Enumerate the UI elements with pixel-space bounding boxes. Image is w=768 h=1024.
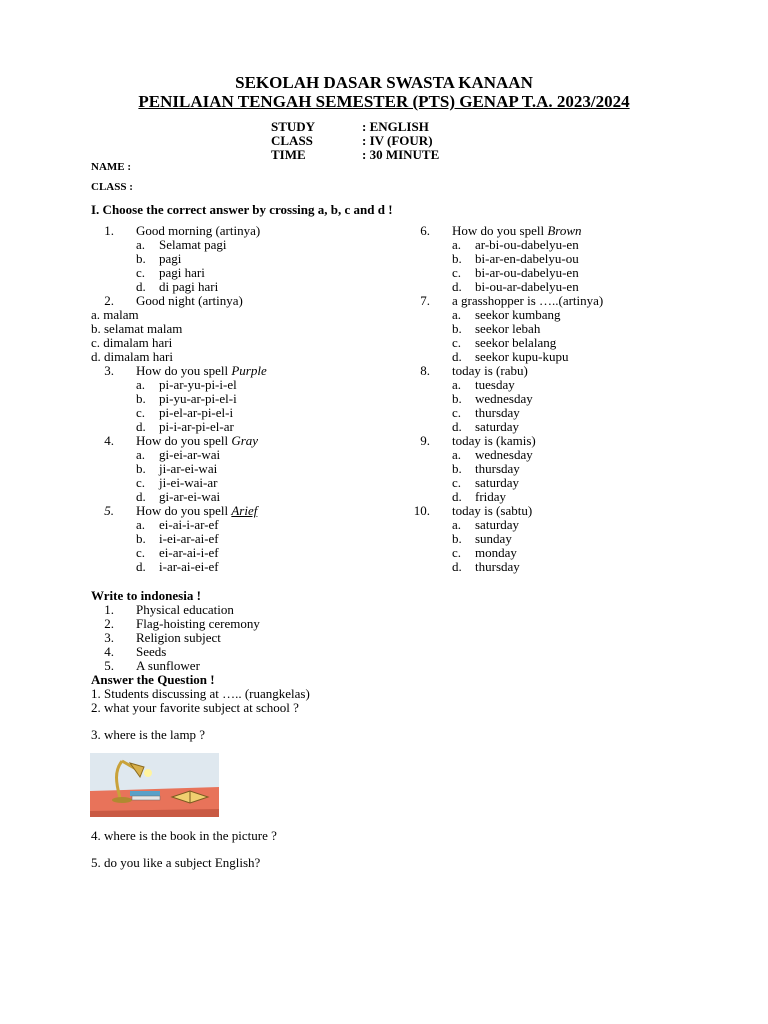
desk-lamp-icon	[90, 753, 219, 817]
option-letter: b.	[452, 531, 462, 546]
option-indent	[91, 238, 136, 252]
answer-option	[407, 238, 727, 252]
question-text	[136, 224, 260, 238]
answer-option	[407, 308, 727, 322]
meta-key: CLASS	[271, 133, 313, 148]
option-text: saturday	[475, 517, 520, 532]
option-text: Selamat pagi	[159, 237, 227, 252]
option-indent	[407, 546, 452, 560]
option-indent	[407, 448, 452, 462]
question	[91, 504, 411, 518]
option-indent	[91, 560, 136, 574]
option-text: ji-ar-ei-wai	[159, 461, 218, 476]
exam-title: PENILAIAN TENGAH SEMESTER (PTS) GENAP T.A. 2023/2024	[138, 92, 630, 111]
option-text: c. dimalam hari	[91, 335, 173, 350]
answer-option	[91, 280, 411, 294]
option-letter: a.	[136, 377, 146, 392]
option-text: ji-ei-wai-ar	[159, 475, 218, 490]
question-text	[452, 504, 532, 518]
question-text	[452, 364, 528, 378]
option-text: pagi	[159, 251, 182, 266]
answer-option	[407, 420, 727, 434]
option-indent	[407, 280, 452, 294]
question-number: 2.	[104, 293, 114, 308]
question-prefix: How do you spell	[136, 503, 232, 518]
question	[91, 364, 411, 378]
name-label: NAME :	[91, 161, 132, 173]
option-indent	[91, 280, 136, 294]
option-indent	[407, 476, 452, 490]
option-text: bi-ou-ar-dabelyu-en	[475, 279, 579, 294]
question-text	[136, 364, 267, 378]
option-letter: b.	[136, 461, 146, 476]
question-number: 10.	[413, 503, 430, 518]
answer-option	[91, 420, 411, 434]
option-letter: b.	[136, 391, 146, 406]
desk-lamp-illustration	[90, 753, 219, 817]
list-item-number: 1.	[104, 602, 114, 617]
question	[407, 504, 727, 518]
option-letter: d.	[452, 349, 462, 364]
question-keyword: Arief	[231, 503, 258, 518]
meta-class	[271, 134, 439, 148]
list-item-text: Flag-hoisting ceremony	[136, 616, 260, 631]
option-text: i-ar-ai-ei-ef	[159, 559, 219, 574]
option-indent	[91, 420, 136, 434]
option-text: seekor kupu-kupu	[475, 349, 569, 364]
answer-option	[91, 392, 411, 406]
list-item	[91, 631, 260, 645]
question	[91, 224, 411, 238]
question-prefix: today is (sabtu)	[452, 503, 533, 518]
option-letter: d.	[136, 559, 146, 574]
option-indent	[407, 532, 452, 546]
question-number: 9.	[420, 433, 430, 448]
answer-option	[407, 462, 727, 476]
option-letter: a.	[136, 237, 146, 252]
option-indent	[407, 392, 452, 406]
answer-option	[91, 336, 411, 350]
list-item-text: Physical education	[136, 602, 234, 617]
option-text: a. malam	[91, 307, 139, 322]
answer-question-4: 4. where is the book in the picture ?	[91, 828, 277, 843]
questions-right-column	[407, 224, 727, 574]
option-text: bi-ar-ou-dabelyu-en	[475, 265, 579, 280]
answer-option	[91, 490, 411, 504]
question	[407, 364, 727, 378]
meta-key: STUDY	[271, 119, 316, 134]
meta-study	[271, 120, 439, 134]
option-indent	[407, 350, 452, 364]
question-prefix: How do you spell	[136, 363, 232, 378]
question-text	[136, 504, 257, 518]
question-number: 6.	[420, 223, 430, 238]
option-letter: c.	[452, 475, 462, 490]
option-text: seekor belalang	[475, 335, 557, 350]
option-text: saturday	[475, 419, 520, 434]
answer-option	[407, 322, 727, 336]
answer-question-3: 3. where is the lamp ?	[91, 727, 206, 742]
option-indent	[407, 322, 452, 336]
list-item-number: 3.	[104, 630, 114, 645]
question-keyword: Brown	[547, 223, 582, 238]
option-indent	[91, 378, 136, 392]
answer-option	[407, 252, 727, 266]
option-indent	[91, 462, 136, 476]
option-letter: c.	[136, 405, 146, 420]
option-indent	[407, 252, 452, 266]
answer-option	[407, 560, 727, 574]
answer-option	[407, 518, 727, 532]
question-prefix: today is (kamis)	[452, 433, 536, 448]
answer-question-2: 2. what your favorite subject at school ?	[91, 700, 299, 715]
list-item-number: 4.	[104, 644, 114, 659]
option-indent	[91, 392, 136, 406]
option-text: gi-ei-ar-wai	[159, 447, 221, 462]
option-letter: d.	[452, 489, 462, 504]
option-text: d. dimalam hari	[91, 349, 173, 364]
option-text: bi-ar-en-dabelyu-ou	[475, 251, 579, 266]
list-item-text: Seeds	[136, 644, 167, 659]
answer-option	[91, 266, 411, 280]
option-indent	[407, 518, 452, 532]
question-prefix: Good morning (artinya)	[136, 223, 261, 238]
school-title: SEKOLAH DASAR SWASTA KANAAN	[235, 73, 533, 92]
question-number: 8.	[420, 363, 430, 378]
answer-question-1: 1. Students discussing at ….. (ruangkelas)	[91, 686, 310, 701]
question	[407, 434, 727, 448]
answer-option	[91, 322, 411, 336]
option-text: ar-bi-ou-dabelyu-en	[475, 237, 579, 252]
option-text: pagi hari	[159, 265, 205, 280]
option-indent	[407, 378, 452, 392]
option-text: friday	[475, 489, 507, 504]
answer-option	[91, 378, 411, 392]
question-number: 7.	[420, 293, 430, 308]
option-text: monday	[475, 545, 517, 560]
option-text: b. selamat malam	[91, 321, 183, 336]
answer-option	[407, 448, 727, 462]
option-text: pi-yu-ar-pi-el-i	[159, 391, 237, 406]
question	[407, 224, 727, 238]
option-text: gi-ar-ei-wai	[159, 489, 221, 504]
meta-value: : IV (FOUR)	[362, 133, 433, 148]
option-indent	[407, 266, 452, 280]
question	[91, 294, 411, 308]
question-keyword: Purple	[231, 363, 267, 378]
option-indent	[91, 448, 136, 462]
class-label: CLASS :	[91, 181, 133, 193]
meta-key: TIME	[271, 147, 306, 162]
list-item-text: A sunflower	[136, 658, 200, 673]
answer-option	[407, 406, 727, 420]
option-text: ei-ar-ai-i-ef	[159, 545, 219, 560]
answer-option	[407, 532, 727, 546]
list-item	[91, 617, 260, 631]
option-text: sunday	[475, 531, 512, 546]
answer-option	[407, 336, 727, 350]
option-letter: a.	[452, 237, 462, 252]
option-letter: a.	[452, 307, 462, 322]
option-indent	[407, 560, 452, 574]
list-item-number: 5.	[104, 658, 114, 673]
option-letter: b.	[452, 251, 462, 266]
question-text	[452, 224, 582, 238]
option-indent	[91, 266, 136, 280]
answer-option	[91, 448, 411, 462]
option-letter: d.	[452, 559, 462, 574]
answer-option	[91, 462, 411, 476]
meta-time	[271, 148, 439, 162]
option-indent	[407, 406, 452, 420]
option-indent	[91, 406, 136, 420]
option-letter: c.	[452, 545, 462, 560]
option-letter: a.	[136, 447, 146, 462]
exam-meta	[271, 120, 439, 162]
question-keyword: Gray	[231, 433, 259, 448]
option-indent	[407, 238, 452, 252]
question-text	[452, 294, 603, 308]
option-text: seekor lebah	[475, 321, 541, 336]
option-indent	[91, 518, 136, 532]
question-prefix: a grasshopper is …..(artinya)	[452, 293, 604, 308]
option-letter: a.	[136, 517, 146, 532]
question-prefix: How do you spell	[136, 433, 232, 448]
option-letter: b.	[452, 321, 462, 336]
question-text	[136, 294, 243, 308]
question	[407, 294, 727, 308]
option-letter: a.	[452, 377, 462, 392]
answer-option	[91, 518, 411, 532]
option-letter: b.	[452, 391, 462, 406]
section3-title: Answer the Question !	[91, 672, 215, 687]
option-indent	[407, 490, 452, 504]
answer-option	[407, 476, 727, 490]
meta-value: : ENGLISH	[362, 119, 429, 134]
option-letter: c.	[136, 475, 146, 490]
option-text: i-ei-ar-ai-ef	[159, 531, 219, 546]
answer-option	[407, 546, 727, 560]
option-letter: b.	[136, 531, 146, 546]
answer-option	[91, 238, 411, 252]
option-indent	[407, 336, 452, 350]
answer-option	[407, 350, 727, 364]
question-prefix: today is (rabu)	[452, 363, 528, 378]
option-text: ei-ai-i-ar-ef	[159, 517, 219, 532]
option-text: pi-el-ar-pi-el-i	[159, 405, 234, 420]
question-number: 5.	[104, 503, 114, 518]
option-text: thursday	[475, 559, 520, 574]
option-text: wednesday	[475, 391, 533, 406]
option-letter: d.	[136, 279, 146, 294]
option-text: di pagi hari	[159, 279, 219, 294]
option-letter: b.	[452, 461, 462, 476]
list-item-number: 2.	[104, 616, 114, 631]
option-letter: c.	[452, 265, 462, 280]
option-letter: d.	[136, 419, 146, 434]
answer-option	[91, 532, 411, 546]
question-number: 1.	[104, 223, 114, 238]
answer-option	[91, 406, 411, 420]
option-text: thursday	[475, 461, 520, 476]
option-text: seekor kumbang	[475, 307, 561, 322]
answer-option	[407, 266, 727, 280]
option-letter: d.	[452, 419, 462, 434]
option-indent	[407, 308, 452, 322]
option-indent	[91, 476, 136, 490]
option-indent	[91, 252, 136, 266]
option-letter: a.	[452, 447, 462, 462]
option-text: pi-ar-yu-pi-i-el	[159, 377, 237, 392]
list-item	[91, 645, 260, 659]
question-prefix: How do you spell	[452, 223, 548, 238]
option-letter: b.	[136, 251, 146, 266]
questions-left-column	[91, 224, 411, 574]
option-letter: d.	[136, 489, 146, 504]
answer-question-5: 5. do you like a subject English?	[91, 855, 261, 870]
option-text: pi-i-ar-pi-el-ar	[159, 419, 234, 434]
question-text	[452, 434, 536, 448]
answer-option	[91, 308, 411, 322]
option-indent	[91, 532, 136, 546]
question-text	[136, 434, 258, 448]
question-number: 3.	[104, 363, 114, 378]
question-prefix: Good night (artinya)	[136, 293, 243, 308]
section2-title: Write to indonesia !	[91, 588, 201, 603]
option-text: tuesday	[475, 377, 515, 392]
option-indent	[91, 546, 136, 560]
option-text: thursday	[475, 405, 520, 420]
section1-instruction: I. Choose the correct answer by crossing a, b, c and d !	[91, 202, 393, 217]
question	[91, 434, 411, 448]
meta-value: : 30 MINUTE	[362, 147, 440, 162]
question-number: 4.	[104, 433, 114, 448]
answer-option	[407, 392, 727, 406]
answer-option	[407, 378, 727, 392]
option-letter: c.	[136, 265, 146, 280]
answer-option	[407, 490, 727, 504]
option-letter: c.	[452, 405, 462, 420]
option-letter: c.	[136, 545, 146, 560]
answer-option	[91, 350, 411, 364]
option-letter: a.	[452, 517, 462, 532]
answer-option	[407, 280, 727, 294]
option-letter: d.	[452, 279, 462, 294]
list-item	[91, 603, 260, 617]
option-letter: c.	[452, 335, 462, 350]
answer-option	[91, 476, 411, 490]
option-indent	[407, 420, 452, 434]
option-text: wednesday	[475, 447, 533, 462]
option-text: saturday	[475, 475, 520, 490]
answer-option	[91, 252, 411, 266]
answer-option	[91, 546, 411, 560]
list-item-text: Religion subject	[136, 630, 221, 645]
option-indent	[91, 490, 136, 504]
answer-option	[91, 560, 411, 574]
option-indent	[407, 462, 452, 476]
section2-list	[91, 603, 260, 673]
list-item	[91, 659, 260, 673]
